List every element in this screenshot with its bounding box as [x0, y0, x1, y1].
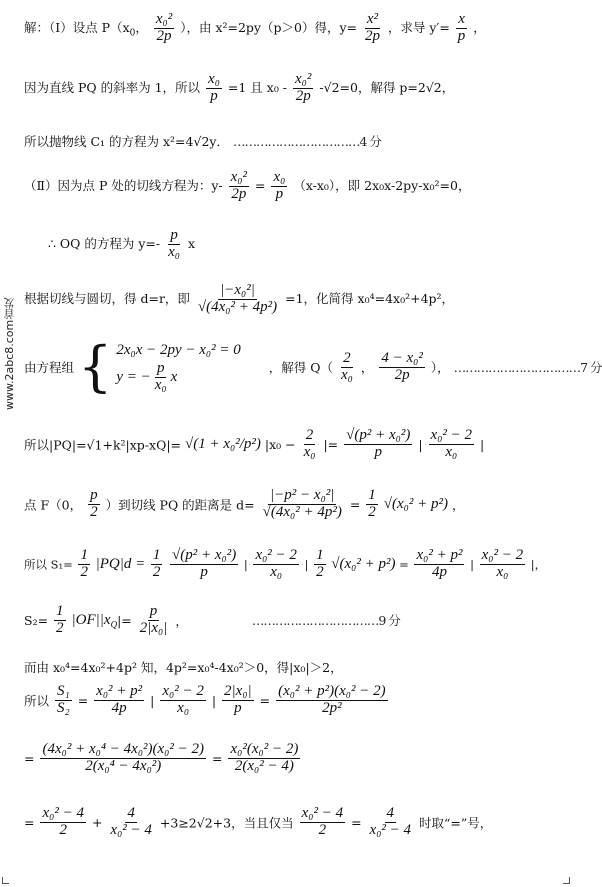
text: 时取“=”号，: [419, 815, 493, 831]
text: 根据切线与圆切，得 d=r，即: [24, 290, 190, 306]
text: ，: [175, 613, 188, 629]
solution-line-9: [24, 488, 560, 521]
fraction: $\frac{\text{√(p² + x₀²)}}{p}$: [346, 427, 411, 460]
text: |PQ|d =: [95, 555, 146, 572]
solution-line-11: [24, 604, 560, 637]
fraction: $\frac{\text{x²}}{2p}$: [364, 11, 380, 44]
fraction: $\frac{\text{√(p² + x₀²)}}{p}$: [172, 547, 237, 580]
fraction: $\frac{\text{x₀² + p²}}{4p}$: [96, 683, 143, 716]
text: ∴ OQ 的方程为 y=-: [48, 235, 161, 251]
text: 解：（Ⅰ）设点 P（x: [24, 19, 130, 35]
fraction: $\frac{\text{x₀² − 4}}{2}$: [42, 805, 84, 838]
solution-line-10: [24, 548, 560, 581]
solution-line-6: [24, 283, 560, 316]
fraction: $\frac{1}{2}$: [56, 603, 64, 636]
solution-line-14: [24, 742, 560, 775]
solution-line-7: [24, 335, 602, 398]
text: =: [254, 177, 266, 193]
fraction: $\frac{\text{(x₀² + p²)(x₀² − 2)}}{\text{2p²}}$: [278, 683, 386, 716]
equation: 2x₀x − 2py − x₀² = 0: [116, 342, 241, 359]
fraction: $\frac{\text{4 − x₀²}}{2p}$: [381, 349, 423, 383]
score-marker: ……………………………7 分: [453, 360, 602, 375]
text: |: [480, 436, 485, 452]
page-corner-mark: [2, 877, 9, 884]
fraction: $\frac{4}{\text{x₀² − 4}}$: [369, 805, 412, 838]
text: ），: [430, 360, 450, 375]
text: ，: [135, 19, 148, 35]
text: |: [418, 436, 423, 452]
text: |OF||x: [71, 611, 111, 628]
text: +: [91, 814, 103, 830]
solution-line-4: [24, 170, 560, 203]
score-marker: ……………………………4 分: [232, 134, 381, 149]
fraction: $\frac{1}{2}$: [80, 547, 88, 580]
fraction: $\frac{\text{x₀² + p²}}{4p}$: [416, 547, 463, 580]
text: =: [212, 750, 223, 766]
text: 所以|PQ|=√1+k²|xp-xQ|=: [24, 437, 182, 453]
text: |=: [117, 612, 132, 628]
fraction: $\frac{p}{\text{x₀}}$: [168, 227, 180, 260]
text: |: [211, 692, 217, 708]
fraction: $\frac{\text{x₀²}}{2p}$: [295, 71, 312, 104]
text: （Ⅱ）因为点 P 处的切线方程为：y-: [24, 177, 223, 193]
text: -√2=0，解得 p=2√2，: [319, 79, 455, 95]
fraction: $\frac{2}{\text{x₀}}$: [303, 427, 316, 460]
fraction: $\frac{\text{(4x₀² + x₀⁴ − 4x₀²)(x₀² − 2)}}{\text{2(x₀⁴ − 4x₀²)}}$: [42, 741, 205, 774]
text: 点 F（0，: [24, 497, 83, 513]
text: ，解得 Q（: [268, 360, 333, 375]
fraction: $\frac{\text{|−x₀²|}}{\text{√(4x₀² + 4p²)}}$: [197, 282, 278, 315]
text: |: [243, 557, 248, 572]
fraction: $\frac{\text{|−p² − x₀²|}}{\text{√(4x₀² + 4p²)}}$: [262, 487, 342, 520]
text: +3≥2√2+3，当且仅当: [159, 815, 294, 831]
solution-line-12: 而由 x₀⁴=4x₀²+4p² 知，4p²=x₀⁴-4x₀²＞0，得|x₀|＞2，: [24, 660, 343, 675]
text: =1，化简得 x₀⁴=4x₀²+4p²，: [285, 290, 455, 306]
text: ）到切线 PQ 的距离是 d=: [105, 497, 255, 513]
text: 因为直线 PQ 的斜率为 1，所以: [24, 79, 201, 95]
text: =: [259, 692, 271, 708]
sqrt-expression: √(x₀² + p²): [331, 555, 396, 572]
fraction: $\frac{1}{2}$: [368, 487, 376, 520]
text: ，求导 y′=: [387, 19, 450, 35]
solution-line-13: [24, 684, 560, 717]
text: 所以 S₁=: [24, 557, 73, 572]
brace-icon: {: [78, 335, 113, 398]
text: |，: [530, 557, 547, 572]
text: S₂=: [24, 612, 49, 628]
solution-line-3: [24, 132, 560, 150]
text: |: [470, 557, 474, 572]
page-corner-mark: [563, 877, 570, 884]
fraction: $\frac{2}{\text{x₀}}$: [340, 349, 353, 383]
fraction: $\frac{x}{p}$: [457, 11, 466, 44]
text: ），由 x²=2py（p＞0）得，y=: [180, 19, 357, 35]
text: =: [77, 692, 89, 708]
fraction: $\frac{p}{2}$: [90, 487, 98, 520]
text: |: [304, 557, 309, 572]
text: =: [24, 750, 35, 766]
solution-line-8: [24, 428, 560, 461]
text: 所以: [24, 693, 50, 709]
fraction: $\frac{4}{\text{x₀² − 4}}$: [110, 805, 152, 838]
text: ，: [473, 19, 486, 35]
subscript: Q: [110, 619, 118, 630]
fraction: $\frac{\text{S₁}}{\text{S₂}}$: [57, 683, 70, 716]
text: |x₀ −: [264, 436, 296, 452]
subscript: 0: [129, 28, 136, 39]
fraction: $\frac{\text{x₀² − 2}}{\text{x₀}}$: [481, 547, 524, 580]
text: 由方程组: [24, 360, 75, 375]
equation-system: [116, 340, 240, 394]
fraction: $\frac{\text{x₀² − 4}}{2}$: [301, 805, 344, 838]
text: ，: [451, 497, 465, 513]
text: |=: [323, 436, 339, 452]
fraction: $\frac{\text{x₀² − 2}}{\text{x₀}}$: [255, 547, 297, 580]
text: =: [351, 814, 362, 830]
text: =: [24, 814, 35, 830]
sqrt-expression: √(x₀² + p²): [383, 495, 448, 512]
text: （x-x₀），即 2x₀x-2py-x₀²=0，: [293, 177, 471, 193]
fraction: $\frac{p}{\text{2|x₀|}}$: [139, 603, 168, 636]
fraction: $\frac{\text{x₀² − 2}}{\text{x₀}}$: [162, 683, 204, 716]
equation: y = − $\frac{p}{\text{x₀}}$ x: [116, 360, 178, 393]
text: |: [150, 692, 155, 708]
text: ，: [360, 360, 374, 375]
sqrt-expression: √(1 + x₀²/p²): [185, 435, 261, 452]
fraction: $\frac{\text{x₀}}{p}$: [208, 71, 220, 104]
solution-line-1: [24, 12, 560, 45]
score-marker: ……………………………9 分: [251, 613, 400, 629]
fraction: $\frac{\text{x₀²}}{2p}$: [155, 11, 173, 44]
text: =1 且 x₀ -: [227, 79, 288, 95]
text: =: [399, 557, 409, 572]
fraction: $\frac{\text{x₀² − 2}}{\text{x₀}}$: [430, 427, 473, 460]
solution-line-5: [48, 228, 560, 261]
fraction: $\frac{\text{x₀²}}{2p}$: [230, 169, 247, 202]
watermark-text: www.2abc8.com首发: [3, 297, 16, 410]
fraction: $\frac{\text{2|x₀|}}{p}$: [224, 683, 252, 716]
solution-line-15: [24, 806, 560, 839]
text: =: [349, 496, 361, 512]
solution-line-2: [24, 72, 560, 105]
fraction: $\frac{1}{2}$: [152, 547, 161, 580]
text: 所以抛物线 C₁ 的方程为 x²=4√2y．: [24, 134, 229, 149]
fraction: $\frac{\text{x₀²(x₀² − 2)}}{\text{2(x₀² − 4)}}$: [230, 741, 299, 774]
fraction: $\frac{1}{2}$: [316, 547, 324, 580]
fraction: $\frac{\text{x₀}}{p}$: [273, 169, 286, 202]
text: x: [187, 235, 196, 251]
